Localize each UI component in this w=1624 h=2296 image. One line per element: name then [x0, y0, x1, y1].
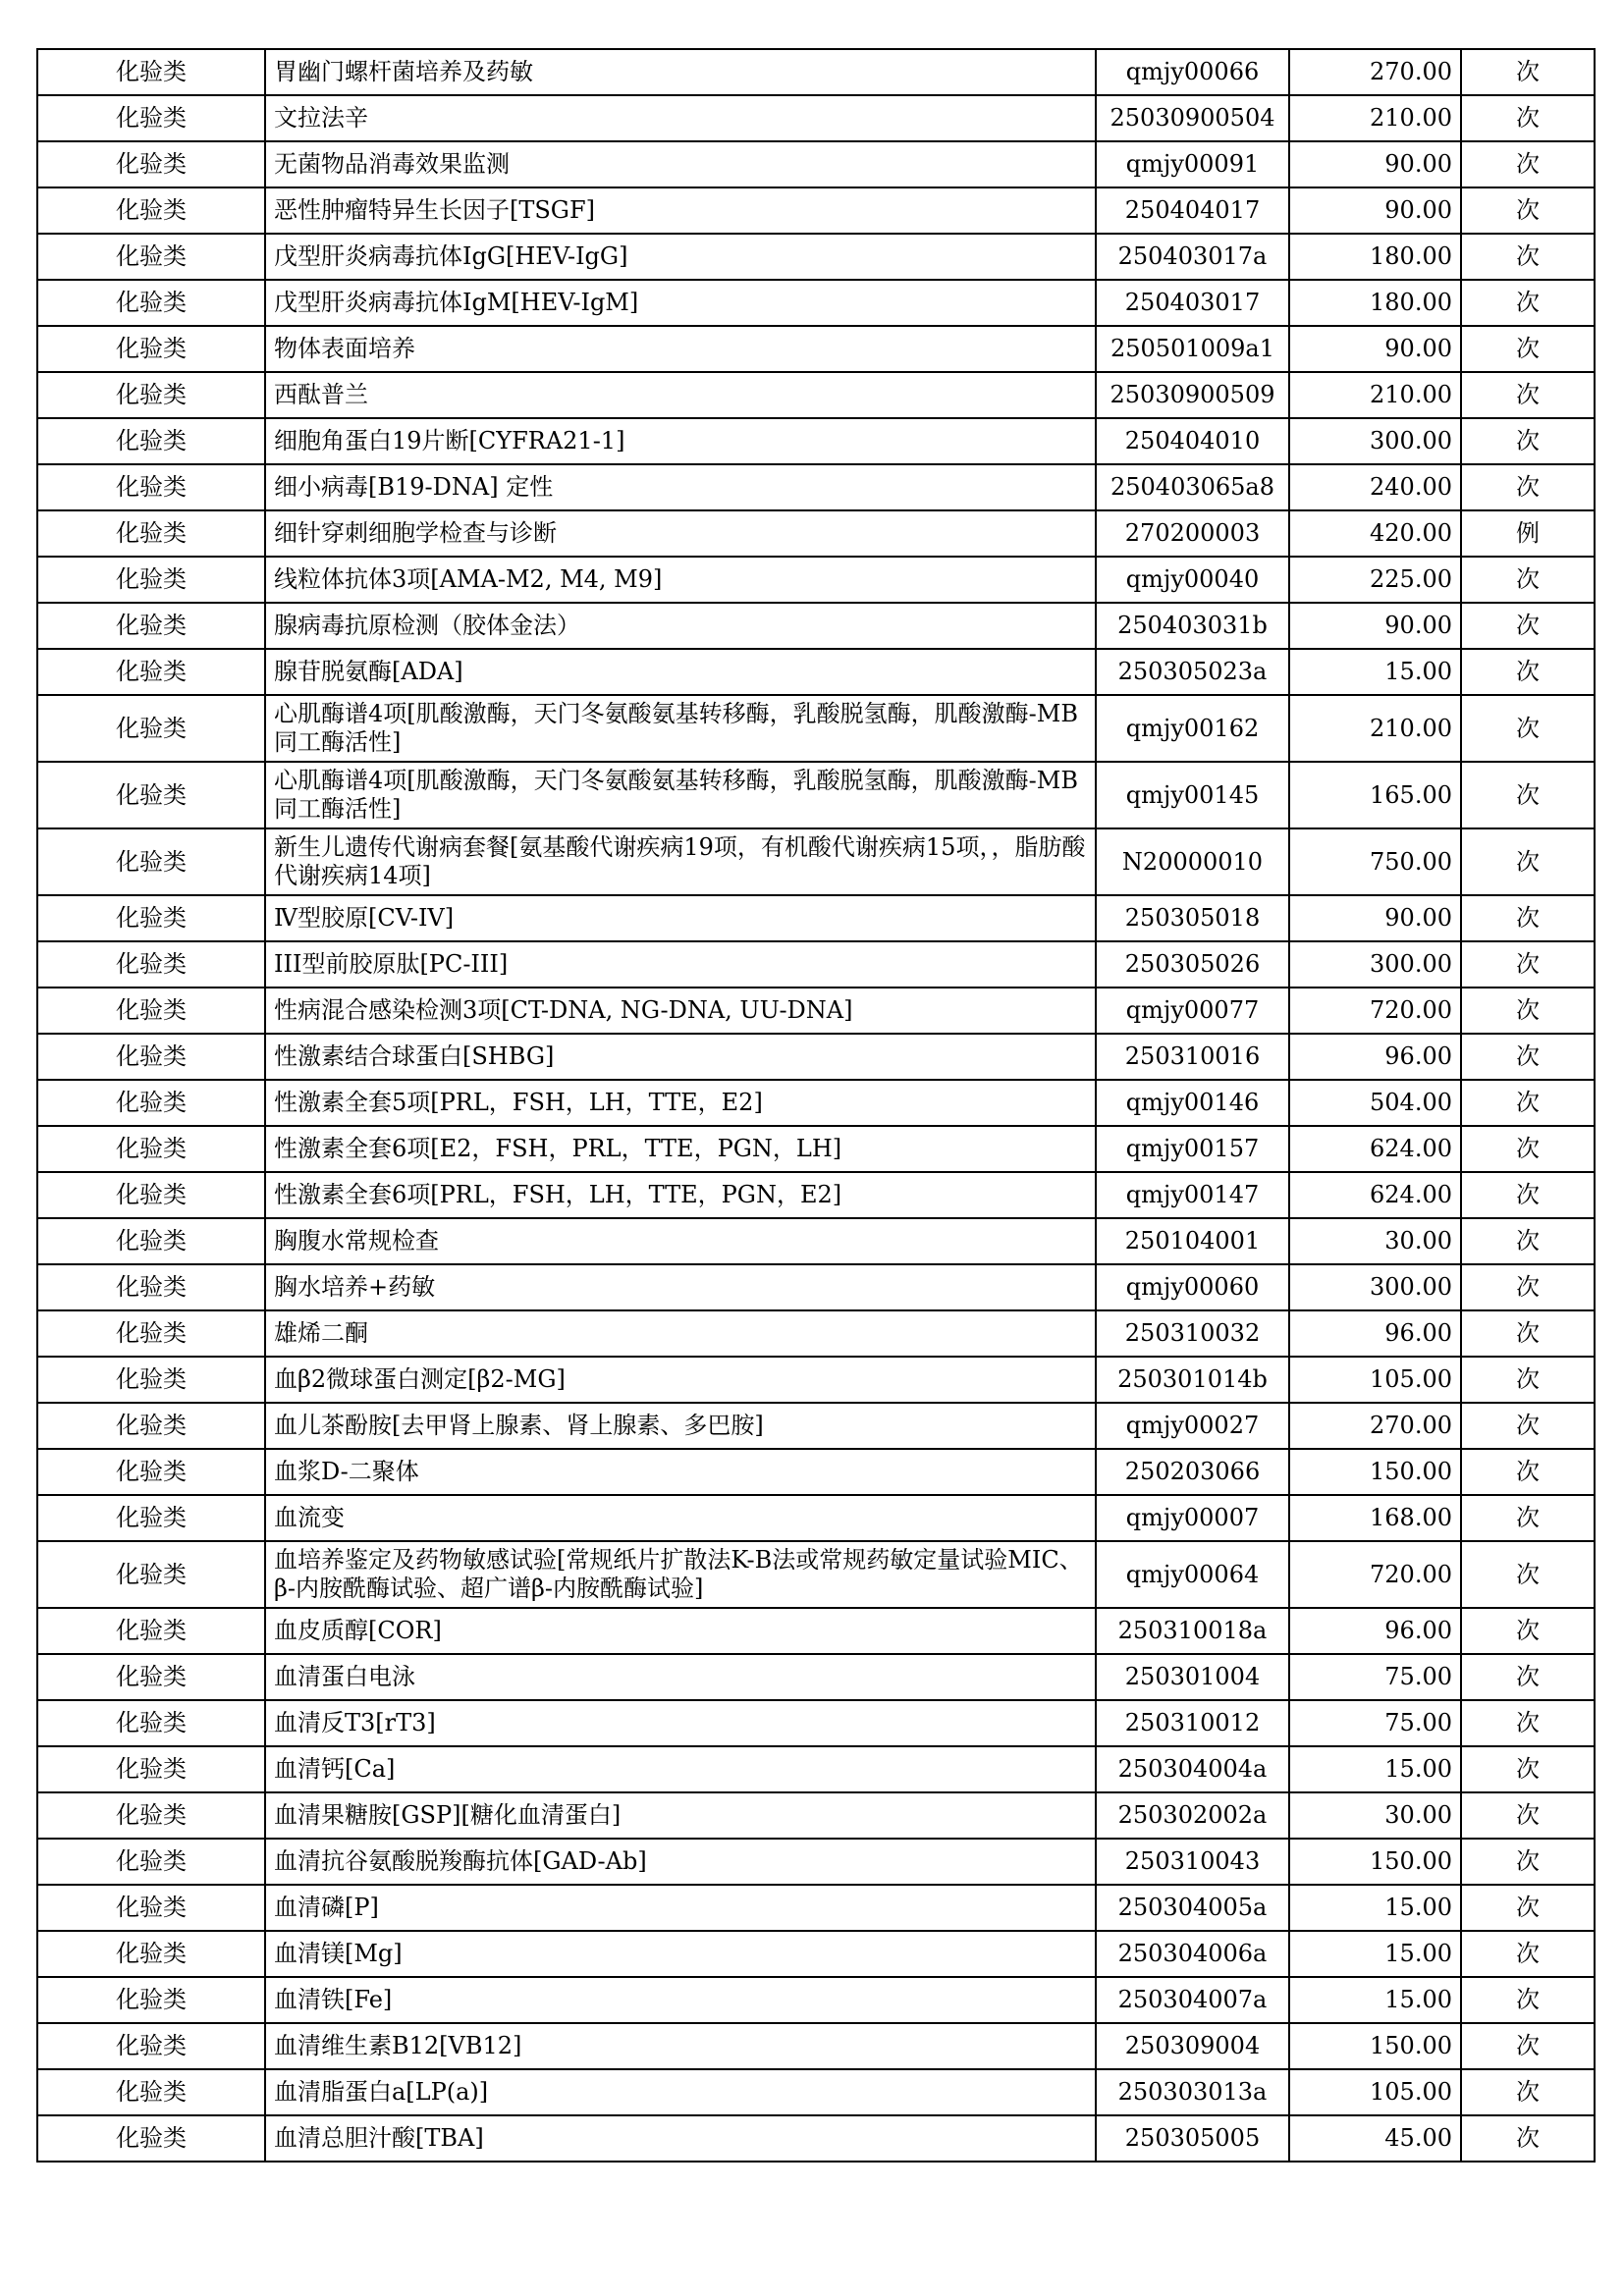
unit-cell: 次 — [1461, 1357, 1595, 1403]
unit-cell: 次 — [1461, 649, 1595, 695]
price-cell: 270.00 — [1289, 1403, 1461, 1449]
category-cell: 化验类 — [37, 1310, 265, 1357]
price-cell: 90.00 — [1289, 326, 1461, 372]
category-cell: 化验类 — [37, 1541, 265, 1608]
item-name-cell: 腺病毒抗原检测（胶体金法） — [265, 603, 1096, 649]
table-row — [37, 1403, 1595, 1449]
category-cell: 化验类 — [37, 1218, 265, 1264]
unit-cell: 次 — [1461, 141, 1595, 187]
item-code-cell: 250310012 — [1096, 1700, 1289, 1746]
table-row — [37, 1839, 1595, 1885]
price-cell: 45.00 — [1289, 2115, 1461, 2162]
price-cell: 225.00 — [1289, 557, 1461, 603]
item-name-cell: 线粒体抗体3项[AMA-M2, M4, M9] — [265, 557, 1096, 603]
category-cell: 化验类 — [37, 1885, 265, 1931]
item-code-cell: 250403065a8 — [1096, 464, 1289, 510]
category-cell: 化验类 — [37, 1080, 265, 1126]
price-cell: 300.00 — [1289, 418, 1461, 464]
table-row — [37, 828, 1595, 895]
item-code-cell: qmjy00007 — [1096, 1495, 1289, 1541]
unit-cell: 次 — [1461, 2069, 1595, 2115]
item-name-cell: 血皮质醇[COR] — [265, 1608, 1096, 1654]
table-row — [37, 695, 1595, 762]
category-cell: 化验类 — [37, 1608, 265, 1654]
item-code-cell: 250404010 — [1096, 418, 1289, 464]
item-name-cell: 性激素结合球蛋白[SHBG] — [265, 1034, 1096, 1080]
category-cell: 化验类 — [37, 603, 265, 649]
price-cell: 750.00 — [1289, 828, 1461, 895]
table-row — [37, 2069, 1595, 2115]
unit-cell: 次 — [1461, 2115, 1595, 2162]
item-name-cell: 血清钙[Ca] — [265, 1746, 1096, 1792]
item-code-cell: qmjy00060 — [1096, 1264, 1289, 1310]
item-code-cell: 250304004a — [1096, 1746, 1289, 1792]
table-row — [37, 372, 1595, 418]
price-cell: 300.00 — [1289, 941, 1461, 988]
item-name-cell: 细小病毒[B19-DNA] 定性 — [265, 464, 1096, 510]
item-name-cell: 血清蛋白电泳 — [265, 1654, 1096, 1700]
table-row — [37, 1172, 1595, 1218]
price-cell: 96.00 — [1289, 1034, 1461, 1080]
category-cell: 化验类 — [37, 649, 265, 695]
item-name-cell: 胸腹水常规检查 — [265, 1218, 1096, 1264]
item-name-cell: 血儿茶酚胺[去甲肾上腺素、肾上腺素、多巴胺] — [265, 1403, 1096, 1449]
table-row — [37, 557, 1595, 603]
item-name-cell: 性激素全套6项[E2，FSH，PRL，TTE，PGN，LH] — [265, 1126, 1096, 1172]
item-code-cell: 250304006a — [1096, 1931, 1289, 1977]
table-row — [37, 1310, 1595, 1357]
category-cell: 化验类 — [37, 828, 265, 895]
category-cell: 化验类 — [37, 326, 265, 372]
item-name-cell: 血清磷[P] — [265, 1885, 1096, 1931]
item-code-cell: 250305023a — [1096, 649, 1289, 695]
price-cell: 30.00 — [1289, 1218, 1461, 1264]
item-code-cell: qmjy00040 — [1096, 557, 1289, 603]
category-cell: 化验类 — [37, 187, 265, 234]
category-cell: 化验类 — [37, 1126, 265, 1172]
item-code-cell: qmjy00162 — [1096, 695, 1289, 762]
unit-cell: 次 — [1461, 988, 1595, 1034]
table-row — [37, 1034, 1595, 1080]
table-row — [37, 49, 1595, 95]
item-name-cell: 戊型肝炎病毒抗体IgG[HEV-IgG] — [265, 234, 1096, 280]
unit-cell: 次 — [1461, 49, 1595, 95]
item-code-cell: 250309004 — [1096, 2023, 1289, 2069]
unit-cell: 次 — [1461, 1977, 1595, 2023]
item-code-cell: 250302002a — [1096, 1792, 1289, 1839]
unit-cell: 次 — [1461, 695, 1595, 762]
item-name-cell: 文拉法辛 — [265, 95, 1096, 141]
item-code-cell: 250305018 — [1096, 895, 1289, 941]
category-cell: 化验类 — [37, 1792, 265, 1839]
unit-cell: 次 — [1461, 2023, 1595, 2069]
category-cell: 化验类 — [37, 1700, 265, 1746]
item-name-cell: 性病混合感染检测3项[CT-DNA, NG-DNA, UU-DNA] — [265, 988, 1096, 1034]
unit-cell: 次 — [1461, 1449, 1595, 1495]
item-name-cell: 心肌酶谱4项[肌酸激酶，天门冬氨酸氨基转移酶，乳酸脱氢酶，肌酸激酶-MB同工酶活性] — [265, 762, 1096, 828]
category-cell: 化验类 — [37, 372, 265, 418]
item-code-cell: 25030900504 — [1096, 95, 1289, 141]
price-cell: 15.00 — [1289, 1977, 1461, 2023]
item-code-cell: qmjy00145 — [1096, 762, 1289, 828]
item-name-cell: 血清铁[Fe] — [265, 1977, 1096, 2023]
price-cell: 270.00 — [1289, 49, 1461, 95]
item-name-cell: 血培养鉴定及药物敏感试验[常规纸片扩散法K-B法或常规药敏定量试验MIC、β-内胺酰酶试验、超广谱β-内胺酰酶试验] — [265, 1541, 1096, 1608]
item-name-cell: 细针穿刺细胞学检查与诊断 — [265, 510, 1096, 557]
price-cell: 15.00 — [1289, 1931, 1461, 1977]
item-name-cell: 胃幽门螺杆菌培养及药敏 — [265, 49, 1096, 95]
item-name-cell: 恶性肿瘤特异生长因子[TSGF] — [265, 187, 1096, 234]
item-code-cell: 250310043 — [1096, 1839, 1289, 1885]
price-cell: 90.00 — [1289, 141, 1461, 187]
unit-cell: 次 — [1461, 603, 1595, 649]
unit-cell: 次 — [1461, 1839, 1595, 1885]
item-name-cell: 血清镁[Mg] — [265, 1931, 1096, 1977]
unit-cell: 次 — [1461, 1541, 1595, 1608]
price-cell: 15.00 — [1289, 1746, 1461, 1792]
item-code-cell: 270200003 — [1096, 510, 1289, 557]
unit-cell: 次 — [1461, 1654, 1595, 1700]
item-code-cell: qmjy00146 — [1096, 1080, 1289, 1126]
unit-cell: 次 — [1461, 762, 1595, 828]
table-row — [37, 1495, 1595, 1541]
table-row — [37, 1080, 1595, 1126]
unit-cell: 次 — [1461, 418, 1595, 464]
category-cell: 化验类 — [37, 1746, 265, 1792]
category-cell: 化验类 — [37, 2069, 265, 2115]
item-name-cell: 戊型肝炎病毒抗体IgM[HEV-IgM] — [265, 280, 1096, 326]
item-code-cell: 250404017 — [1096, 187, 1289, 234]
item-code-cell: 250304005a — [1096, 1885, 1289, 1931]
unit-cell: 次 — [1461, 372, 1595, 418]
price-cell: 105.00 — [1289, 1357, 1461, 1403]
category-cell: 化验类 — [37, 418, 265, 464]
table-row — [37, 1977, 1595, 2023]
table-row — [37, 988, 1595, 1034]
table-row — [37, 1126, 1595, 1172]
category-cell: 化验类 — [37, 1839, 265, 1885]
price-cell: 15.00 — [1289, 1885, 1461, 1931]
unit-cell: 次 — [1461, 280, 1595, 326]
item-name-cell: 血清脂蛋白a[LP(a)] — [265, 2069, 1096, 2115]
price-cell: 75.00 — [1289, 1700, 1461, 1746]
table-row — [37, 941, 1595, 988]
unit-cell: 次 — [1461, 95, 1595, 141]
table-row — [37, 95, 1595, 141]
item-code-cell: 250403017 — [1096, 280, 1289, 326]
item-code-cell: 250104001 — [1096, 1218, 1289, 1264]
unit-cell: 次 — [1461, 1885, 1595, 1931]
item-name-cell: 细胞角蛋白19片断[CYFRA21-1] — [265, 418, 1096, 464]
item-name-cell: 胸水培养+药敏 — [265, 1264, 1096, 1310]
price-cell: 720.00 — [1289, 988, 1461, 1034]
item-code-cell: 250310018a — [1096, 1608, 1289, 1654]
unit-cell: 次 — [1461, 1126, 1595, 1172]
price-table — [36, 48, 1596, 2163]
item-name-cell: 血流变 — [265, 1495, 1096, 1541]
unit-cell: 次 — [1461, 234, 1595, 280]
table-row — [37, 1608, 1595, 1654]
table-row — [37, 1357, 1595, 1403]
table-row — [37, 1746, 1595, 1792]
category-cell: 化验类 — [37, 1172, 265, 1218]
category-cell: 化验类 — [37, 49, 265, 95]
price-table-body — [37, 49, 1595, 2162]
item-code-cell: 250403017a — [1096, 234, 1289, 280]
item-code-cell: qmjy00077 — [1096, 988, 1289, 1034]
price-cell: 504.00 — [1289, 1080, 1461, 1126]
table-row — [37, 326, 1595, 372]
table-row — [37, 234, 1595, 280]
table-row — [37, 1654, 1595, 1700]
item-code-cell: 250203066 — [1096, 1449, 1289, 1495]
unit-cell: 次 — [1461, 1792, 1595, 1839]
category-cell: 化验类 — [37, 2023, 265, 2069]
table-row — [37, 1792, 1595, 1839]
unit-cell: 次 — [1461, 1172, 1595, 1218]
category-cell: 化验类 — [37, 1449, 265, 1495]
price-cell: 420.00 — [1289, 510, 1461, 557]
item-name-cell: 雄烯二酮 — [265, 1310, 1096, 1357]
unit-cell: 次 — [1461, 895, 1595, 941]
table-row — [37, 187, 1595, 234]
unit-cell: 次 — [1461, 1931, 1595, 1977]
price-cell: 90.00 — [1289, 187, 1461, 234]
item-name-cell: 血清维生素B12[VB12] — [265, 2023, 1096, 2069]
table-row — [37, 603, 1595, 649]
item-name-cell: 性激素全套5项[PRL，FSH，LH，TTE，E2] — [265, 1080, 1096, 1126]
price-cell: 150.00 — [1289, 2023, 1461, 2069]
item-code-cell: qmjy00027 — [1096, 1403, 1289, 1449]
item-code-cell: qmjy00157 — [1096, 1126, 1289, 1172]
price-cell: 624.00 — [1289, 1126, 1461, 1172]
item-name-cell: 腺苷脱氨酶[ADA] — [265, 649, 1096, 695]
item-name-cell: 西酞普兰 — [265, 372, 1096, 418]
price-cell: 150.00 — [1289, 1449, 1461, 1495]
price-cell: 96.00 — [1289, 1310, 1461, 1357]
unit-cell: 次 — [1461, 1034, 1595, 1080]
table-row — [37, 464, 1595, 510]
table-row — [37, 1931, 1595, 1977]
unit-cell: 次 — [1461, 828, 1595, 895]
unit-cell: 次 — [1461, 557, 1595, 603]
item-name-cell: 新生儿遗传代谢病套餐[氨基酸代谢疾病19项，有机酸代谢疾病15项，，脂肪酸代谢疾病14项] — [265, 828, 1096, 895]
item-code-cell: 250301014b — [1096, 1357, 1289, 1403]
table-row — [37, 1264, 1595, 1310]
category-cell: 化验类 — [37, 762, 265, 828]
category-cell: 化验类 — [37, 510, 265, 557]
unit-cell: 次 — [1461, 1746, 1595, 1792]
category-cell: 化验类 — [37, 95, 265, 141]
price-cell: 150.00 — [1289, 1839, 1461, 1885]
item-name-cell: 血β2微球蛋白测定[β2-MG] — [265, 1357, 1096, 1403]
category-cell: 化验类 — [37, 464, 265, 510]
category-cell: 化验类 — [37, 695, 265, 762]
item-code-cell: 250310032 — [1096, 1310, 1289, 1357]
item-name-cell: 血清抗谷氨酸脱羧酶抗体[GAD-Ab] — [265, 1839, 1096, 1885]
table-row — [37, 762, 1595, 828]
table-row — [37, 895, 1595, 941]
unit-cell: 次 — [1461, 1495, 1595, 1541]
item-name-cell: Ⅳ型胶原[CV-IV] — [265, 895, 1096, 941]
category-cell: 化验类 — [37, 988, 265, 1034]
item-code-cell: 250501009a1 — [1096, 326, 1289, 372]
price-cell: 240.00 — [1289, 464, 1461, 510]
price-cell: 180.00 — [1289, 234, 1461, 280]
item-code-cell: qmjy00066 — [1096, 49, 1289, 95]
item-code-cell: 250301004 — [1096, 1654, 1289, 1700]
item-name-cell: 血清果糖胺[GSP][糖化血清蛋白] — [265, 1792, 1096, 1839]
table-row — [37, 2115, 1595, 2162]
item-code-cell: 250305005 — [1096, 2115, 1289, 2162]
item-code-cell: 250305026 — [1096, 941, 1289, 988]
table-row — [37, 1218, 1595, 1264]
unit-cell: 次 — [1461, 1700, 1595, 1746]
price-cell: 30.00 — [1289, 1792, 1461, 1839]
item-name-cell: 血浆D-二聚体 — [265, 1449, 1096, 1495]
price-cell: 210.00 — [1289, 95, 1461, 141]
price-cell: 90.00 — [1289, 603, 1461, 649]
price-cell: 105.00 — [1289, 2069, 1461, 2115]
category-cell: 化验类 — [37, 280, 265, 326]
item-name-cell: 血清总胆汁酸[TBA] — [265, 2115, 1096, 2162]
price-cell: 624.00 — [1289, 1172, 1461, 1218]
price-cell: 15.00 — [1289, 649, 1461, 695]
price-cell: 168.00 — [1289, 1495, 1461, 1541]
unit-cell: 次 — [1461, 187, 1595, 234]
table-row — [37, 1700, 1595, 1746]
category-cell: 化验类 — [37, 234, 265, 280]
item-code-cell: qmjy00147 — [1096, 1172, 1289, 1218]
table-row — [37, 418, 1595, 464]
category-cell: 化验类 — [37, 1264, 265, 1310]
item-code-cell: 250310016 — [1096, 1034, 1289, 1080]
price-cell: 90.00 — [1289, 895, 1461, 941]
table-row — [37, 280, 1595, 326]
unit-cell: 次 — [1461, 1608, 1595, 1654]
price-cell: 720.00 — [1289, 1541, 1461, 1608]
item-name-cell: III型前胶原肽[PC-III] — [265, 941, 1096, 988]
unit-cell: 次 — [1461, 1403, 1595, 1449]
unit-cell: 次 — [1461, 1264, 1595, 1310]
category-cell: 化验类 — [37, 2115, 265, 2162]
category-cell: 化验类 — [37, 1931, 265, 1977]
item-code-cell: N20000010 — [1096, 828, 1289, 895]
category-cell: 化验类 — [37, 1357, 265, 1403]
unit-cell: 次 — [1461, 464, 1595, 510]
price-cell: 180.00 — [1289, 280, 1461, 326]
unit-cell: 次 — [1461, 1080, 1595, 1126]
category-cell: 化验类 — [37, 1977, 265, 2023]
category-cell: 化验类 — [37, 557, 265, 603]
table-row — [37, 1449, 1595, 1495]
item-code-cell: 250304007a — [1096, 1977, 1289, 2023]
price-cell: 210.00 — [1289, 372, 1461, 418]
unit-cell: 次 — [1461, 326, 1595, 372]
table-row — [37, 141, 1595, 187]
category-cell: 化验类 — [37, 1034, 265, 1080]
category-cell: 化验类 — [37, 141, 265, 187]
category-cell: 化验类 — [37, 1403, 265, 1449]
item-code-cell: 250303013a — [1096, 2069, 1289, 2115]
unit-cell: 次 — [1461, 941, 1595, 988]
category-cell: 化验类 — [37, 1654, 265, 1700]
price-cell: 165.00 — [1289, 762, 1461, 828]
table-row — [37, 649, 1595, 695]
item-name-cell: 无菌物品消毒效果监测 — [265, 141, 1096, 187]
price-cell: 96.00 — [1289, 1608, 1461, 1654]
price-cell: 210.00 — [1289, 695, 1461, 762]
item-name-cell: 性激素全套6项[PRL，FSH，LH，TTE，PGN，E2] — [265, 1172, 1096, 1218]
item-name-cell: 心肌酶谱4项[肌酸激酶，天门冬氨酸氨基转移酶，乳酸脱氢酶，肌酸激酶-MB 同工酶活性] — [265, 695, 1096, 762]
item-name-cell: 血清反T3[rT3] — [265, 1700, 1096, 1746]
price-cell: 75.00 — [1289, 1654, 1461, 1700]
item-name-cell: 物体表面培养 — [265, 326, 1096, 372]
unit-cell: 次 — [1461, 1218, 1595, 1264]
table-row — [37, 1541, 1595, 1608]
item-code-cell: 25030900509 — [1096, 372, 1289, 418]
table-row — [37, 2023, 1595, 2069]
price-cell: 300.00 — [1289, 1264, 1461, 1310]
category-cell: 化验类 — [37, 941, 265, 988]
table-row — [37, 510, 1595, 557]
category-cell: 化验类 — [37, 1495, 265, 1541]
unit-cell: 次 — [1461, 1310, 1595, 1357]
unit-cell: 例 — [1461, 510, 1595, 557]
item-code-cell: qmjy00064 — [1096, 1541, 1289, 1608]
item-code-cell: 250403031b — [1096, 603, 1289, 649]
item-code-cell: qmjy00091 — [1096, 141, 1289, 187]
category-cell: 化验类 — [37, 895, 265, 941]
table-row — [37, 1885, 1595, 1931]
